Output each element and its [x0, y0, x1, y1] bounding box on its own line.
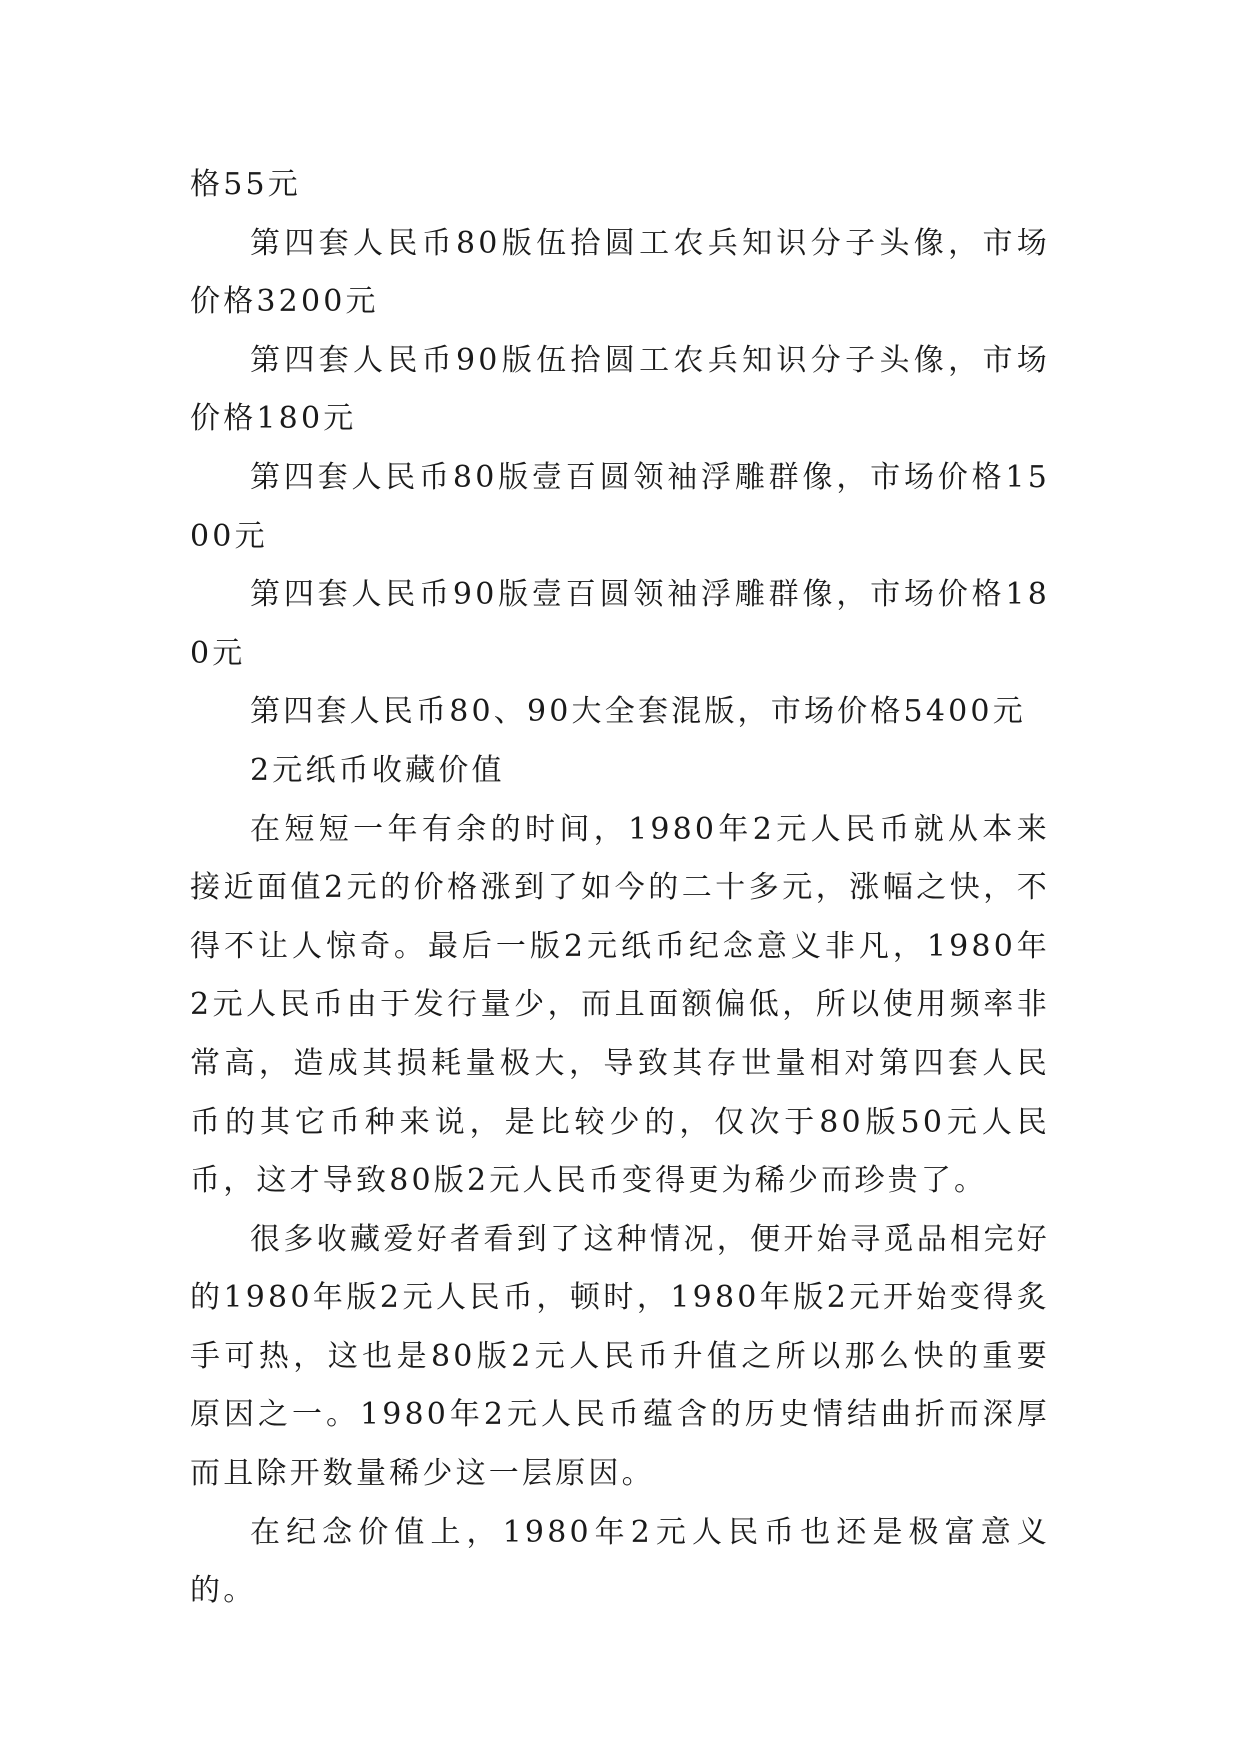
- paragraph-4: 第四套人民币80版壹百圆领袖浮雕群像，市场价格1500元: [190, 459, 1050, 554]
- paragraph-1: 格55元: [190, 167, 301, 202]
- paragraph-9: 很多收藏爱好者看到了这种情况，便开始寻觅品相完好的1980年版2元人民币，顿时，1980年版2元开始变得炙手可热，这也是80版2元人民币升值之所以那么快的重要原因之一。1980年2元人民币蕴含的历史情结曲折而深厚而且除开数量稀少这一层原因。: [190, 1221, 1050, 1492]
- paragraph-2: 第四套人民币80版伍拾圆工农兵知识分子头像，市场价格3200元: [190, 225, 1050, 320]
- paragraph-6: 第四套人民币80、90大全套混版，市场价格5400元: [250, 694, 1026, 730]
- document-page: [190, 156, 1050, 1621]
- paragraph-5: 第四套人民币90版壹百圆领袖浮雕群像，市场价格180元: [190, 577, 1050, 671]
- section-heading: 2元纸币收藏价值: [250, 752, 505, 788]
- paragraph-10: 在纪念价值上，1980年2元人民币也还是极富意义的。: [190, 1514, 1050, 1609]
- paragraph-3: 第四套人民币90版伍拾圆工农兵知识分子头像，市场价格180元: [190, 342, 1050, 437]
- paragraph-8: 在短短一年有余的时间，1980年2元人民币就从本来接近面值2元的价格涨到了如今的二十多元，涨幅之快，不得不让人惊奇。最后一版2元纸币纪念意义非凡，1980年2元人民币由于发行量少，而且面额偏低，所以使用频率非常高，造成其损耗量极大，导致其存世量相对第四套人民币的其它币种来说，是比较少的，仅次于80版50元人民币，这才导致80版2元人民币变得更为稀少而珍贵了。: [190, 811, 1050, 1199]
